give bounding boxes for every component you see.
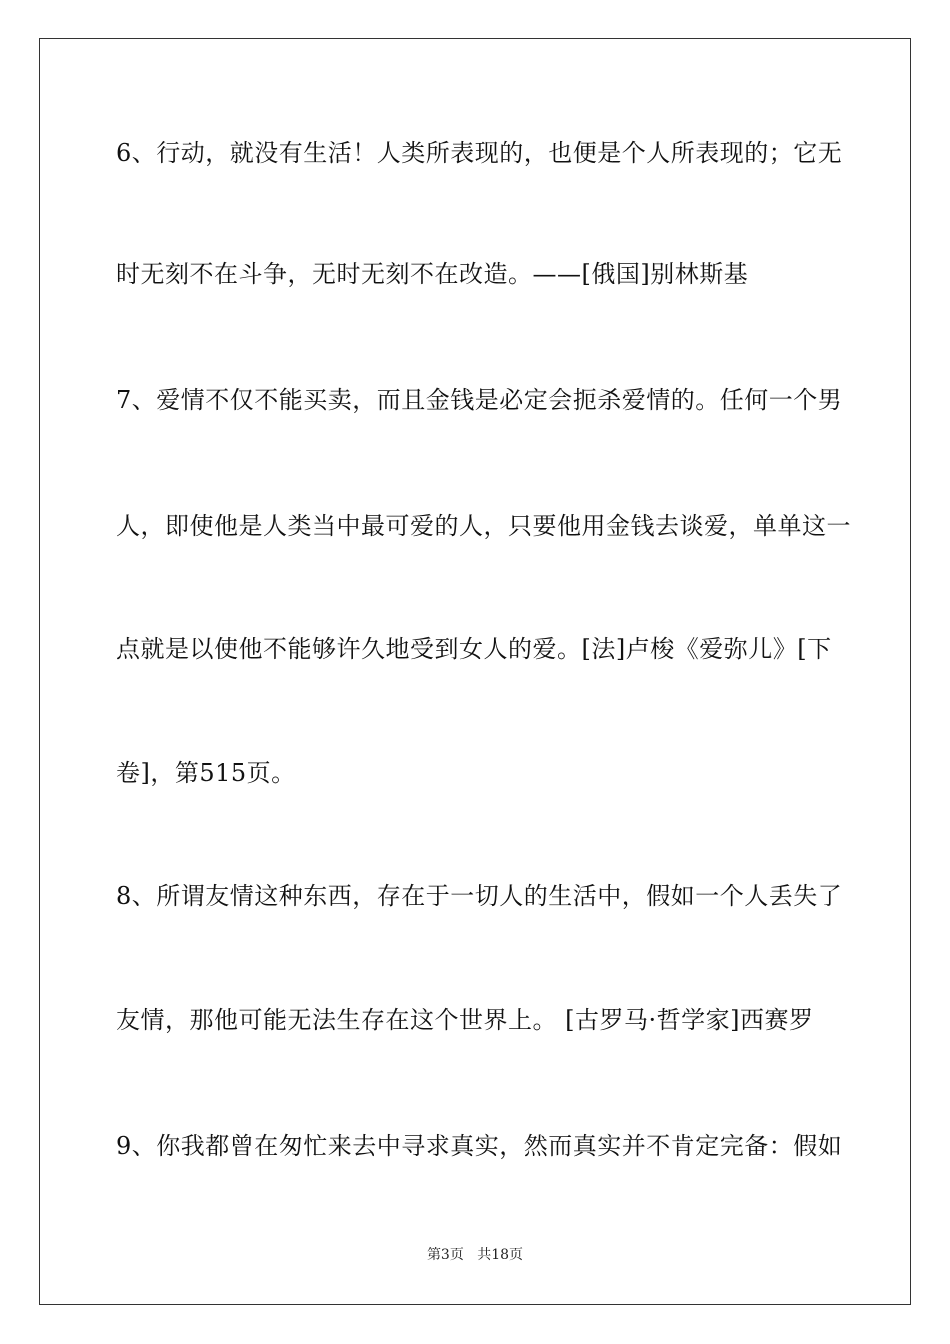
text-line-1: 6、行动，就没有生活！人类所表现的，也便是个人所表现的；它无 bbox=[116, 139, 843, 167]
page-footer bbox=[0, 1246, 950, 1264]
page-border bbox=[39, 38, 911, 1305]
text-line-7: 8、所谓友情这种东西，存在于一切人的生活中，假如一个人丢失了 bbox=[116, 882, 843, 910]
text-line-3: 7、爱情不仅不能买卖，而且金钱是必定会扼杀爱情的。任何一个男 bbox=[116, 386, 843, 414]
text-line-8: 友情，那他可能无法生存在这个世界上。 [古罗马·哲学家]西赛罗 bbox=[116, 1006, 814, 1034]
text-line-5: 点就是以使他不能够许久地受到女人的爱。[法]卢梭《爱弥儿》[下 bbox=[116, 635, 832, 663]
text-line-4: 人，即使他是人类当中最可爱的人，只要他用金钱去谈爱，单单这一 bbox=[116, 512, 851, 540]
text-line-9: 9、你我都曾在匆忙来去中寻求真实，然而真实并不肯定完备：假如 bbox=[116, 1132, 843, 1160]
text-line-2: 时无刻不在斗争，无时无刻不在改造。——[俄国]别林斯基 bbox=[116, 260, 749, 288]
text-line-6: 卷]，第515页。 bbox=[116, 759, 296, 787]
page-number: 第3页 bbox=[426, 1247, 464, 1263]
page-total: 共18页 bbox=[477, 1247, 524, 1263]
